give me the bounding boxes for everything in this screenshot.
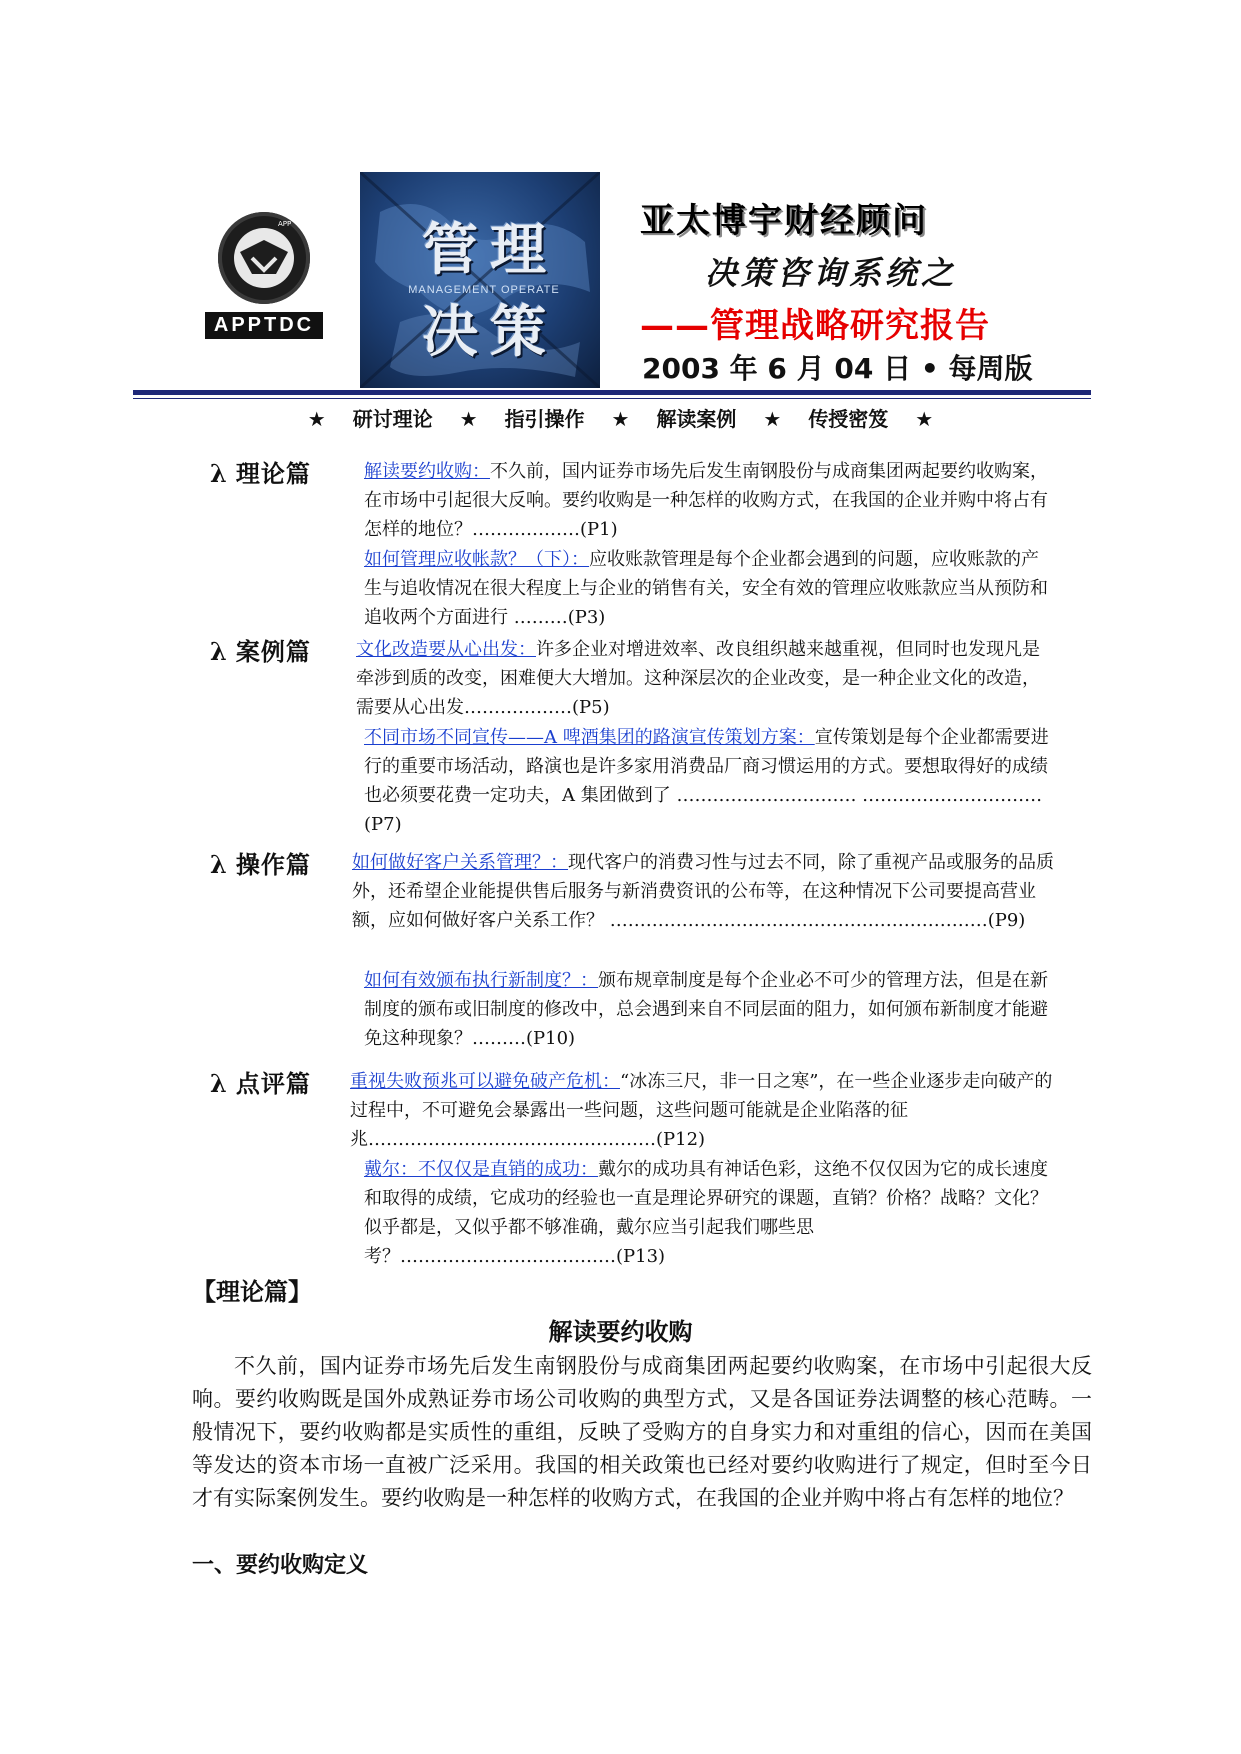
toc-summary: 现代客户的消费习性与过去不同，除了重视产品或服务的品质外，还希望企业能提供售后服务与新消费资讯的公布等，在这种情况下公司要提高营业额，应如何做好客户关系工作？ ………………………………………………………(P9) <box>352 852 1054 931</box>
banner-char-3: 决 <box>422 299 478 365</box>
lambda-bullet-icon: λ <box>210 850 228 879</box>
header-divider <box>133 390 1091 395</box>
motto-item: 研讨理论 <box>352 407 433 431</box>
toc-section-case: λ 案例篇 <box>210 637 311 666</box>
toc-link[interactable]: 如何有效颁布执行新制度？： <box>364 970 598 991</box>
toc-item <box>364 723 1054 839</box>
toc-link[interactable]: 戴尔：不仅仅是直销的成功： <box>364 1159 598 1180</box>
toc-summary: 戴尔的成功具有神话色彩，这绝不仅仅因为它的成长速度和取得的成绩，它成功的经验也一直是理论界研究的课题，直销？价格？战略？文化？似乎都是，又似乎都不够准确，戴尔应当引起我们哪些思考？………………………………(P13) <box>364 1159 1048 1267</box>
motto-item: 指引操作 <box>504 407 585 431</box>
article-body: 不久前，国内证券市场先后发生南钢股份与成商集团两起要约收购案，在市场中引起很大反响。要约收购既是国外成熟证券市场公司收购的典型方式，又是各国证券法调整的核心范畴。一般情况下，要约收购都是实质性的重组，反映了受购方的自身实力和对重组的信心，因而在美国等发达的资本市场一直被广泛采用。我国的相关政策也已经对要约收购进行了规定，但时至今日才有实际案例发生。要约收购是一种怎样的收购方式，在我国的企业并购中将占有怎样的地位？ <box>192 1354 1092 1510</box>
toc-section-review: λ 点评篇 <box>210 1069 311 1098</box>
toc-item <box>352 848 1054 935</box>
toc-summary: 许多企业对增进效率、改良组织越来越重视，但同时也发现凡是牵涉到质的改变，困难便大大增加。这种深层次的企业改变，是一种企业文化的改造，需要从心出发………………(P5) <box>356 639 1040 718</box>
report-title: ——管理战略研究报告 <box>640 306 990 346</box>
toc-link[interactable]: 解读要约收购： <box>364 461 490 482</box>
toc-section-theory: λ 理论篇 <box>210 459 311 488</box>
header-divider-thin <box>133 398 1091 399</box>
management-banner <box>360 172 600 388</box>
toc-section-operation: λ 操作篇 <box>210 850 311 879</box>
star-icon: ★ <box>459 407 478 431</box>
toc-item <box>364 457 1054 544</box>
svg-text:APP: APP <box>278 220 292 228</box>
toc-summary: “冰冻三尺，非一日之寒”，在一些企业逐步走向破产的过程中，不可避免会暴露出一些问题，这些问题可能就是企业陷落的征兆…………………………………………(P12) <box>350 1071 1053 1150</box>
star-icon: ★ <box>915 407 934 431</box>
motto-item: 传授密笈 <box>808 407 889 431</box>
toc-link[interactable]: 如何做好客户关系管理？： <box>352 852 568 873</box>
toc-item <box>364 966 1054 1053</box>
article-title: 解读要约收购 <box>548 1318 693 1346</box>
toc-summary: 不久前，国内证券市场先后发生南钢股份与成商集团两起要约收购案，在市场中引起很大反响。要约收购是一种怎样的收购方式，在我国的企业并购中将占有怎样的地位？………………(P1) <box>364 461 1048 540</box>
star-icon: ★ <box>763 407 782 431</box>
toc-link[interactable]: 重视失败预兆可以避免破产危机： <box>350 1071 620 1092</box>
company-name: 亚太博宇财经顾问 <box>640 201 928 241</box>
issue-date: 2003 年 6 月 04 日 • 每周版 <box>642 352 1033 385</box>
lambda-bullet-icon: λ <box>210 1069 228 1098</box>
toc-item <box>356 635 1054 722</box>
logo-text: APPTDC <box>205 312 323 339</box>
toc-link[interactable]: 如何管理应收帐款？（下）： <box>364 549 589 570</box>
toc-item <box>350 1067 1054 1154</box>
toc-summary: 应收账款管理是每个企业都会遇到的问题，应收账款的产生与追收情况在很大程度上与企业的销售有关，安全有效的管理应收账款应当从预防和追收两个方面进行 ………(P3) <box>364 549 1048 628</box>
star-icon: ★ <box>611 407 630 431</box>
globe-logo-icon <box>218 212 310 304</box>
toc-item <box>364 1155 1054 1271</box>
apptdc-logo <box>205 212 323 339</box>
motto-bar <box>0 403 1241 432</box>
lambda-bullet-icon: λ <box>210 637 228 666</box>
lambda-bullet-icon: λ <box>210 459 228 488</box>
banner-subtitle: MANAGEMENT OPERATE <box>408 284 560 296</box>
toc-link[interactable]: 不同市场不同宣传——A 啤酒集团的路演宣传策划方案： <box>364 727 815 748</box>
toc-summary: 宣传策划是每个企业都需要进行的重要市场活动，路演也是许多家用消费品厂商习惯运用的方式。要想取得好的成绩也必须要花费一定功夫，A 集团做到了 ………………………… …………………………(P7) <box>364 727 1049 835</box>
toc-summary: 颁布规章制度是每个企业必不可少的管理方法，但是在新制度的颁布或旧制度的修改中，总会遇到来自不同层面的阻力，如何颁布新制度才能避免这种现象？………(P10) <box>364 970 1048 1049</box>
series-title: 决策咨询系统之 <box>705 254 958 292</box>
banner-char-4: 策 <box>490 299 546 365</box>
banner-char-1: 管 <box>422 217 478 283</box>
banner-char-2: 理 <box>490 217 546 283</box>
toc-item <box>364 545 1054 632</box>
motto-item: 解读案例 <box>656 407 737 431</box>
star-icon: ★ <box>307 407 326 431</box>
article-subheading: 一、要约收购定义 <box>192 1553 369 1578</box>
article-section-label: 【理论篇】 <box>192 1278 312 1306</box>
toc-link[interactable]: 文化改造要从心出发： <box>356 639 536 660</box>
